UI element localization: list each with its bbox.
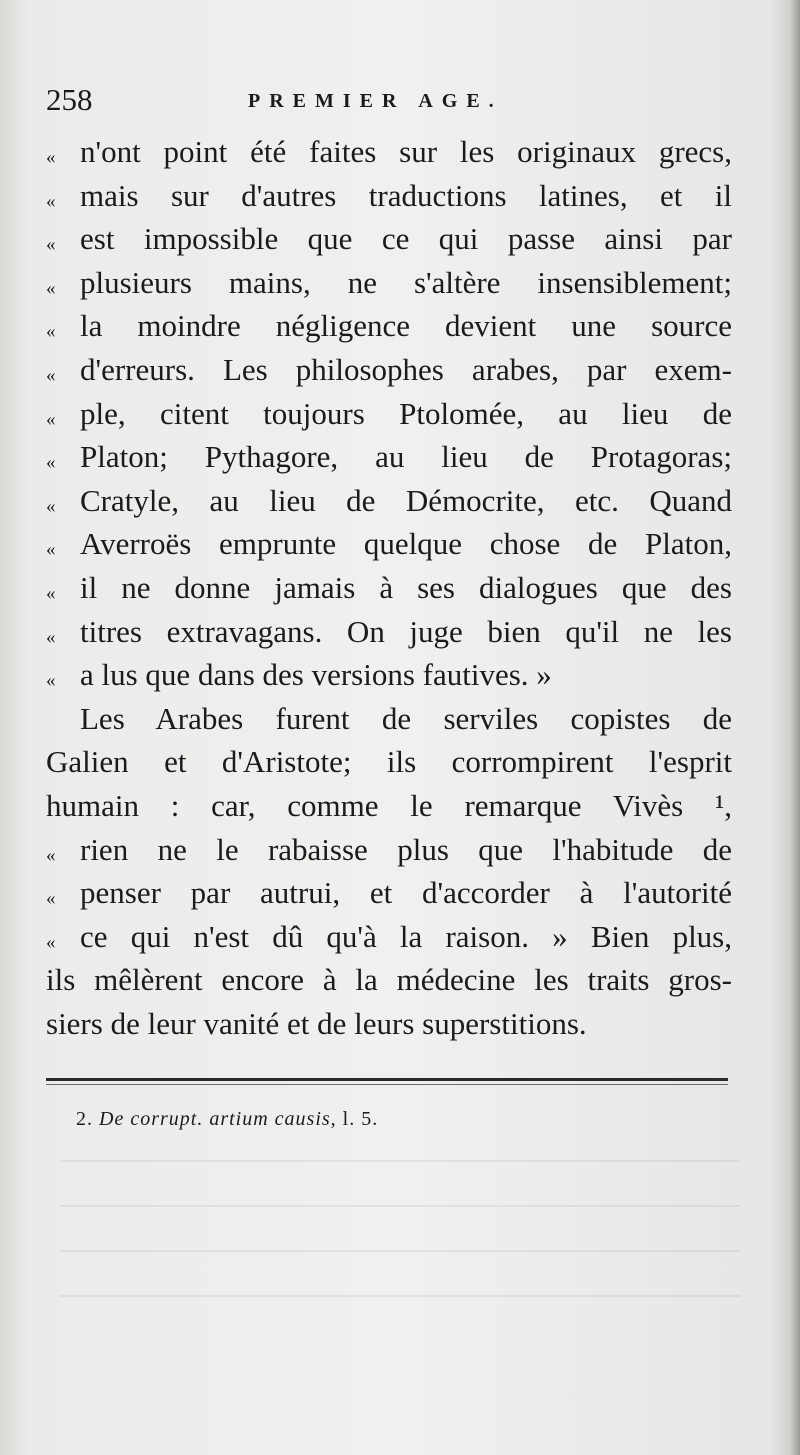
line-text: d'erreurs. Les philosophes arabes, par exem-: [80, 351, 732, 387]
quote-mark: «: [46, 234, 56, 256]
text-line: [46, 653, 732, 697]
line-text: il ne donne jamais à ses dialogues que des: [80, 569, 732, 605]
quote-mark: «: [46, 452, 56, 474]
line-text: la moindre négligence devient une source: [80, 308, 732, 344]
line-text: ils mêlèrent encore à la médecine les traits gros-: [46, 962, 732, 998]
text-line: [46, 610, 732, 654]
running-title: PREMIER AGE.: [248, 90, 503, 112]
line-text: plusieurs mains, ne s'altère insensiblement;: [80, 264, 732, 300]
line-text: Averroës emprunte quelque chose de Platon,: [80, 526, 732, 562]
quote-mark: «: [46, 495, 56, 517]
body-text: [46, 130, 732, 1045]
text-line: [46, 217, 732, 261]
quote-mark: «: [46, 190, 56, 212]
line-text: rien ne le rabaisse plus que l'habitude de: [80, 831, 732, 867]
text-line: [46, 522, 732, 566]
quote-mark: «: [46, 888, 56, 910]
footnote-rule: [46, 1078, 728, 1081]
line-text: n'ont point été faites sur les originaux grecs,: [80, 134, 732, 169]
quote-mark: «: [46, 931, 56, 953]
line-text: siers de leur vanité et de leurs superstitions.: [46, 1005, 587, 1041]
text-line: [46, 784, 732, 828]
text-line: [46, 130, 732, 174]
quote-mark: «: [46, 277, 56, 299]
text-line: [46, 479, 732, 523]
line-text: est impossible que ce qui passe ainsi par: [80, 221, 732, 257]
text-line: [46, 740, 732, 784]
show-through-line: [60, 1160, 740, 1162]
text-line: [46, 871, 732, 915]
text-line: [46, 348, 732, 392]
quote-mark: «: [46, 670, 56, 692]
line-text: humain : car, comme le remarque Vivès ¹,: [46, 787, 732, 823]
quote-mark: «: [46, 539, 56, 561]
show-through-line: [60, 1205, 740, 1207]
footnote-rule-thin: [46, 1084, 728, 1085]
line-text: Cratyle, au lieu de Démocrite, etc. Quand: [80, 482, 732, 518]
running-head: [46, 82, 746, 122]
quote-mark: «: [46, 626, 56, 648]
text-line: [46, 566, 732, 610]
text-line: [46, 174, 732, 218]
line-text: ple, citent toujours Ptolomée, au lieu de: [80, 395, 732, 431]
line-text: Platon; Pythagore, au lieu de Protagoras;: [80, 439, 732, 475]
quote-mark: «: [46, 147, 56, 168]
quote-mark: «: [46, 582, 56, 604]
text-line: [46, 828, 732, 872]
show-through-line: [60, 1295, 740, 1297]
text-line: [46, 915, 732, 959]
line-text: titres extravagans. On juge bien qu'il ne les: [80, 613, 732, 649]
footnote-number: 2.: [76, 1108, 93, 1130]
text-line: [46, 1002, 732, 1046]
line-text: Galien et d'Aristote; ils corrompirent l'esprit: [46, 744, 732, 780]
line-text: ce qui n'est dû qu'à la raison. » Bien plus,: [80, 918, 732, 954]
quote-mark: «: [46, 408, 56, 430]
text-line: [46, 435, 732, 479]
line-text: penser par autrui, et d'accorder à l'autorité: [80, 875, 732, 911]
quote-mark: «: [46, 364, 56, 386]
footnote: [76, 1108, 378, 1131]
line-text: mais sur d'autres traductions latines, et il: [80, 177, 732, 213]
text-line: [46, 958, 732, 1002]
footnote-title: De corrupt. artium causis: [99, 1108, 331, 1130]
quote-mark: «: [46, 321, 56, 343]
show-through-line: [60, 1250, 740, 1252]
page-number: 258: [46, 82, 93, 117]
text-line: [46, 304, 732, 348]
text-line: [46, 697, 732, 741]
quote-mark: «: [46, 844, 56, 866]
line-text: Les Arabes furent de serviles copistes de: [80, 700, 732, 736]
line-text: a lus que dans des versions fautives. »: [80, 657, 552, 693]
text-line: [46, 392, 732, 436]
footnote-ref: , l. 5.: [330, 1108, 379, 1130]
text-line: [46, 261, 732, 305]
